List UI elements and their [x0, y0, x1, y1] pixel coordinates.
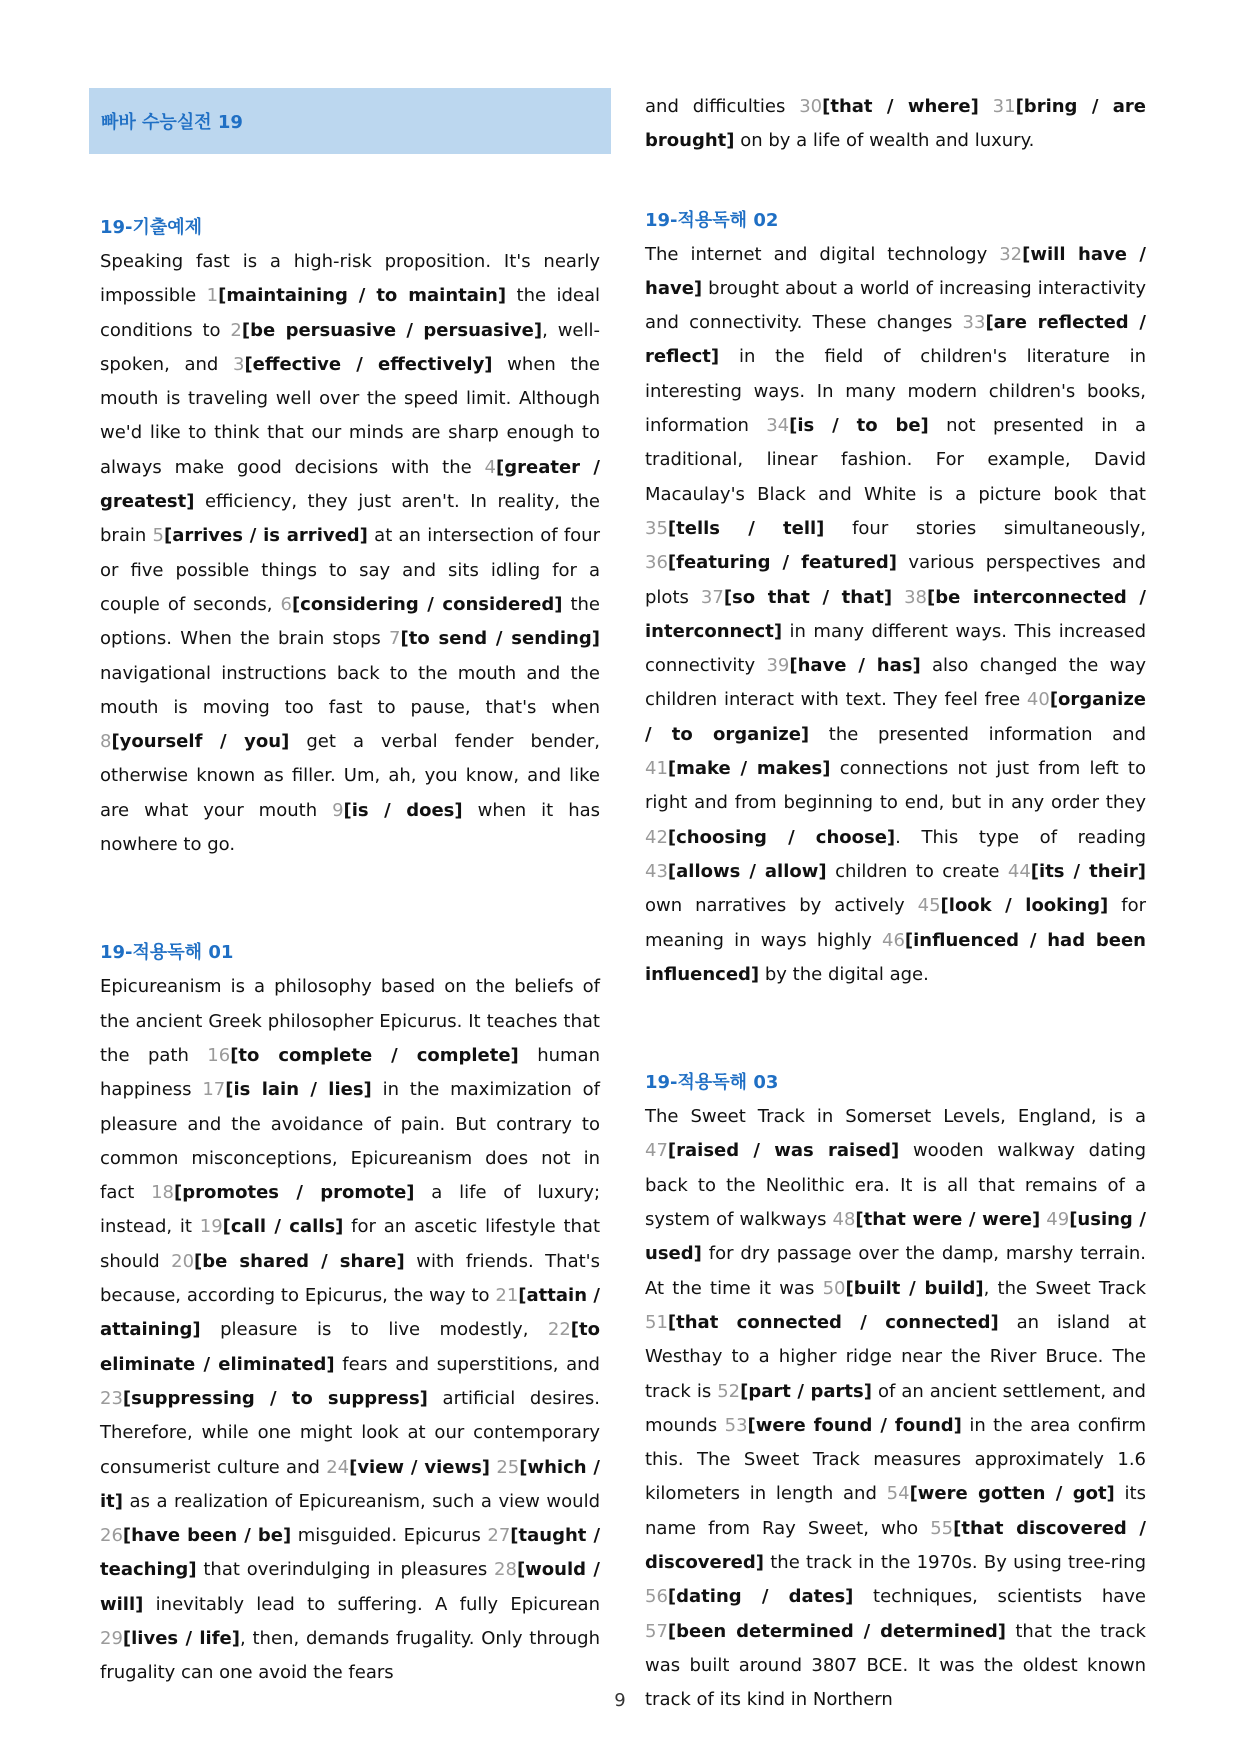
answer-choice: [that / where]: [822, 96, 979, 117]
answer-choice: [considering / considered]: [291, 593, 563, 615]
passage-text: fears and superstitions, and: [334, 1353, 600, 1375]
passage-text: [892, 587, 904, 608]
answer-choice: [maintaining / to maintain]: [218, 285, 507, 307]
question-number: 54: [886, 1483, 910, 1505]
passage-text: when it has nowhere to go.: [100, 799, 601, 856]
passage-text: in the field of children's literature in interesting ways. In many modern children's books, information: [645, 346, 1146, 437]
answer-choice: [which / it]: [100, 1456, 600, 1512]
passage-text: , well-spoken, and: [100, 319, 600, 375]
passage-text: in many different ways. This increased connectivity: [645, 620, 1146, 677]
question-number: 34: [766, 415, 790, 437]
left-column: [100, 211, 600, 1691]
answer-choice: [suppressing / to suppress]: [122, 1387, 428, 1409]
answer-choice: [yourself / you]: [111, 731, 290, 753]
question-number: 46: [882, 929, 905, 951]
answer-choice: [view / views]: [349, 1456, 491, 1478]
passage-text: for an ascetic lifestyle that should: [100, 1216, 600, 1272]
question-number: 5: [152, 525, 164, 547]
question-number: 41: [645, 758, 668, 780]
question-number: 57: [645, 1620, 668, 1642]
passage-text: Epicureanism is a philosophy based on the beliefs of the ancient Greek philosopher Epicurus. It teaches that the path: [100, 976, 600, 1066]
passage-text: that overindulging in pleasures: [196, 1559, 495, 1581]
question-number: 49: [1046, 1209, 1070, 1231]
question-number: 48: [832, 1209, 856, 1231]
question-number: 1: [206, 285, 219, 307]
passage-text: its name from Ray Sweet, who: [645, 1483, 1146, 1539]
passage-text: efficiency, they just aren't. In reality, the brain: [100, 491, 600, 547]
section-19-example: [100, 211, 600, 862]
answer-choice: [bring / are brought]: [645, 96, 1147, 152]
passage-text: navigational instructions back to the mouth and the mouth is moving too fast to pause, that's when: [100, 662, 600, 718]
answer-choice: [choosing / choose]: [667, 826, 896, 848]
question-number: 17: [202, 1079, 226, 1101]
section-19-reading-01-cont: [645, 90, 1146, 159]
question-number: 4: [484, 456, 496, 478]
answer-choice: [effective / effectively]: [244, 353, 493, 375]
passage-text: connections not just from left to right and from beginning to end, but in any order they: [645, 758, 1146, 814]
passage-text: , then, demands frugality. Only through frugality can one avoid the fears: [100, 1627, 601, 1684]
passage-text: techniques, scientists have: [853, 1586, 1146, 1608]
question-number: 8: [100, 731, 112, 753]
passage-text: own narratives by actively: [645, 895, 918, 917]
question-number: 24: [326, 1456, 350, 1478]
answer-choice: [would / will]: [100, 1559, 600, 1615]
answer-choice: [is / to be]: [789, 415, 929, 437]
answer-choice: [were found / found]: [747, 1414, 962, 1436]
answer-choice: [be shared / share]: [194, 1250, 405, 1272]
answer-choice: [call / calls]: [222, 1216, 344, 1238]
question-number: 6: [280, 593, 292, 615]
question-number: 19: [199, 1216, 223, 1238]
answer-choice: [is lain / lies]: [225, 1079, 372, 1101]
question-number: 51: [645, 1311, 668, 1333]
answer-choice: [been determined / determined]: [667, 1620, 1006, 1642]
section-body: [645, 90, 1146, 159]
question-number: 26: [100, 1525, 123, 1547]
question-number: 45: [917, 895, 941, 917]
answer-choice: [influenced / had been influenced]: [645, 929, 1146, 985]
question-number: 31: [992, 96, 1016, 117]
question-number: 52: [717, 1380, 741, 1402]
question-number: 3: [232, 353, 245, 375]
passage-text: misguided. Epicurus: [291, 1525, 488, 1547]
question-number: 36: [645, 552, 668, 574]
question-number: 50: [822, 1277, 846, 1299]
passage-text: Speaking fast is a high-risk proposition. It's nearly impossible: [100, 251, 600, 307]
question-number: 29: [100, 1627, 123, 1649]
answer-choice: [dating / dates]: [667, 1586, 854, 1608]
question-number: 23: [100, 1387, 123, 1409]
right-column: [645, 90, 1146, 1717]
question-number: 42: [645, 826, 668, 848]
passage-text: for dry passage over the damp, marshy terrain. At the time it was: [645, 1243, 1146, 1299]
answer-choice: [be interconnected / interconnect]: [645, 586, 1146, 642]
question-number: 18: [151, 1182, 175, 1204]
passage-text: that the track was built around 3807 BCE. It was the oldest known track of its kind in Northern: [645, 1620, 1146, 1711]
question-number: 22: [547, 1319, 571, 1341]
answer-choice: [part / parts]: [740, 1380, 872, 1402]
passage-text: when the mouth is traveling well over the speed limit. Although we'd like to think that our minds are sharp enough to always make good decisions with the: [100, 353, 600, 478]
question-number: 53: [724, 1414, 748, 1436]
passage-text: get a verbal fender bender, otherwise known as filler. Um, ah, you know, and like are what your mouth: [100, 731, 600, 821]
answer-choice: [to send / sending]: [400, 628, 600, 650]
passage-text: with friends. That's because, according to Epicurus, the way to: [100, 1250, 601, 1307]
question-number: 33: [962, 312, 986, 334]
passage-text: on by a life of wealth and luxury.: [734, 130, 1035, 152]
question-number: 9: [332, 799, 344, 821]
passage-text: the track in the 1970s. By using tree-ring: [763, 1551, 1146, 1573]
passage-text: The Sweet Track in Somerset Levels, England, is a: [645, 1106, 1146, 1128]
section-19-reading-03: [645, 1066, 1146, 1717]
passage-text: inevitably lead to suffering. A fully Epicurean: [143, 1593, 600, 1615]
passage-text: as a realization of Epicureanism, such a view would: [123, 1490, 600, 1512]
answer-choice: [look / looking]: [940, 895, 1109, 917]
question-number: 39: [766, 655, 790, 677]
question-number: 2: [230, 319, 242, 341]
answer-choice: [that discovered / discovered]: [645, 1517, 1146, 1573]
passage-text: the options. When the brain stops: [100, 593, 600, 650]
question-number: 28: [494, 1559, 517, 1581]
passage-text: four stories simultaneously,: [824, 517, 1146, 539]
question-number: 35: [645, 517, 668, 539]
passage-text: various perspectives and plots: [645, 552, 1146, 608]
page-title: 빠바 수능실전 19: [101, 112, 243, 133]
section-title: 19-기출예제: [100, 217, 203, 238]
passage-text: children to create: [826, 860, 1008, 882]
answer-choice: [raised / was raised]: [667, 1140, 900, 1162]
passage-text: , the Sweet Track: [983, 1277, 1146, 1299]
question-number: 44: [1007, 860, 1031, 882]
answer-choice: [are reflected / reflect]: [645, 312, 1146, 368]
question-number: 20: [171, 1250, 195, 1272]
section-title: 19-적용독해 02: [645, 209, 779, 231]
answer-choice: [promotes / promote]: [174, 1182, 415, 1204]
passage-text: [979, 96, 993, 117]
answer-choice: [arrives / is arrived]: [163, 525, 368, 547]
answer-choice: [to eliminate / eliminated]: [100, 1319, 600, 1375]
answer-choice: [have / has]: [789, 655, 921, 677]
answer-choice: [be persuasive / persuasive]: [241, 319, 543, 341]
passage-text: by the digital age.: [759, 963, 929, 985]
question-number: 25: [496, 1456, 520, 1478]
passage-text: and difficulties: [645, 96, 800, 117]
section-title: 19-적용독해 01: [100, 942, 234, 964]
answer-choice: [is / does]: [343, 799, 463, 821]
passage-text: pleasure is to live modestly,: [200, 1319, 548, 1341]
section-body: [100, 245, 600, 862]
passage-text: The internet and digital technology: [645, 243, 1000, 265]
answer-choice: [greater / greatest]: [100, 456, 601, 513]
passage-text: the presented information and: [809, 723, 1147, 745]
answer-choice: [allows / allow]: [667, 860, 827, 882]
passage-text: in the maximization of pleasure and the avoidance of pain. But contrary to common misconceptions, Epicureanism does not in fact: [100, 1079, 600, 1204]
passage-text: brought about a world of increasing interactivity and connectivity. These changes: [645, 277, 1146, 334]
answer-choice: [to complete / complete]: [230, 1044, 519, 1066]
page-number: 9: [614, 1690, 626, 1711]
question-number: 56: [645, 1586, 668, 1608]
section-19-reading-01: [100, 936, 600, 1690]
answer-choice: [organize / to organize]: [645, 689, 1146, 745]
passage-text: for meaning in ways highly: [645, 895, 1146, 951]
passage-text: also changed the way children interact with text. They feel free: [645, 655, 1147, 711]
answer-choice: [attain / attaining]: [100, 1285, 600, 1341]
passage-text: human happiness: [100, 1044, 600, 1101]
passage-text: in the area confirm this. The Sweet Track measures approximately 1.6 kilometers in length and: [645, 1414, 1147, 1505]
question-number: 27: [487, 1525, 511, 1547]
answer-choice: [have been / be]: [122, 1525, 292, 1547]
answer-choice: [that connected / connected]: [667, 1311, 999, 1333]
question-number: 38: [904, 586, 927, 608]
passage-text: . This type of reading: [895, 826, 1147, 848]
answer-choice: [using / used]: [645, 1209, 1146, 1265]
question-number: 55: [930, 1517, 954, 1539]
passage-text: the ideal conditions to: [100, 285, 601, 341]
answer-choice: [were gotten / got]: [909, 1483, 1115, 1505]
answer-choice: [that were / were]: [855, 1209, 1041, 1231]
answer-choice: [its / their]: [1030, 860, 1146, 882]
section-title: 19-적용독해 03: [645, 1072, 779, 1094]
answer-choice: [built / build]: [845, 1277, 984, 1299]
passage-text: a life of luxury; instead, it: [100, 1182, 601, 1238]
passage-text: not presented in a traditional, linear fashion. For example, David Macaulay's Black and White is a picture book that: [645, 415, 1146, 505]
answer-choice: [make / makes]: [667, 758, 831, 780]
question-number: 40: [1026, 689, 1050, 711]
question-number: 16: [207, 1044, 231, 1066]
passage-text: artificial desires. Therefore, while one might look at our contemporary consumerist culture and: [100, 1387, 600, 1478]
question-number: 47: [645, 1140, 668, 1162]
section-body: [100, 970, 600, 1690]
passage-text: an island at Westhay to a higher ridge near the River Bruce. The track is: [645, 1311, 1147, 1402]
answer-choice: [will have / have]: [645, 243, 1147, 299]
passage-text: at an intersection of four or five possible things to say and sits idling for a couple of seconds,: [100, 525, 600, 615]
passage-text: of an ancient settlement, and mounds: [645, 1380, 1146, 1436]
question-number: 30: [799, 96, 823, 117]
section-body: [645, 238, 1146, 993]
answer-choice: [lives / life]: [122, 1627, 240, 1649]
answer-choice: [taught / teaching]: [100, 1525, 601, 1581]
question-number: 32: [999, 243, 1023, 265]
section-body: [645, 1100, 1146, 1717]
answer-choice: [tells / tell]: [667, 517, 825, 539]
answer-choice: [so that / that]: [723, 586, 893, 608]
question-number: 43: [645, 860, 668, 882]
question-number: 7: [389, 628, 401, 650]
passage-text: wooden walkway dating back to the Neolithic era. It is all that remains of a system of walkways: [645, 1140, 1146, 1231]
answer-choice: [featuring / featured]: [667, 552, 897, 574]
question-number: 21: [495, 1285, 519, 1307]
question-number: 37: [700, 586, 724, 608]
section-19-reading-02: [645, 204, 1146, 993]
header-box: [89, 88, 611, 154]
